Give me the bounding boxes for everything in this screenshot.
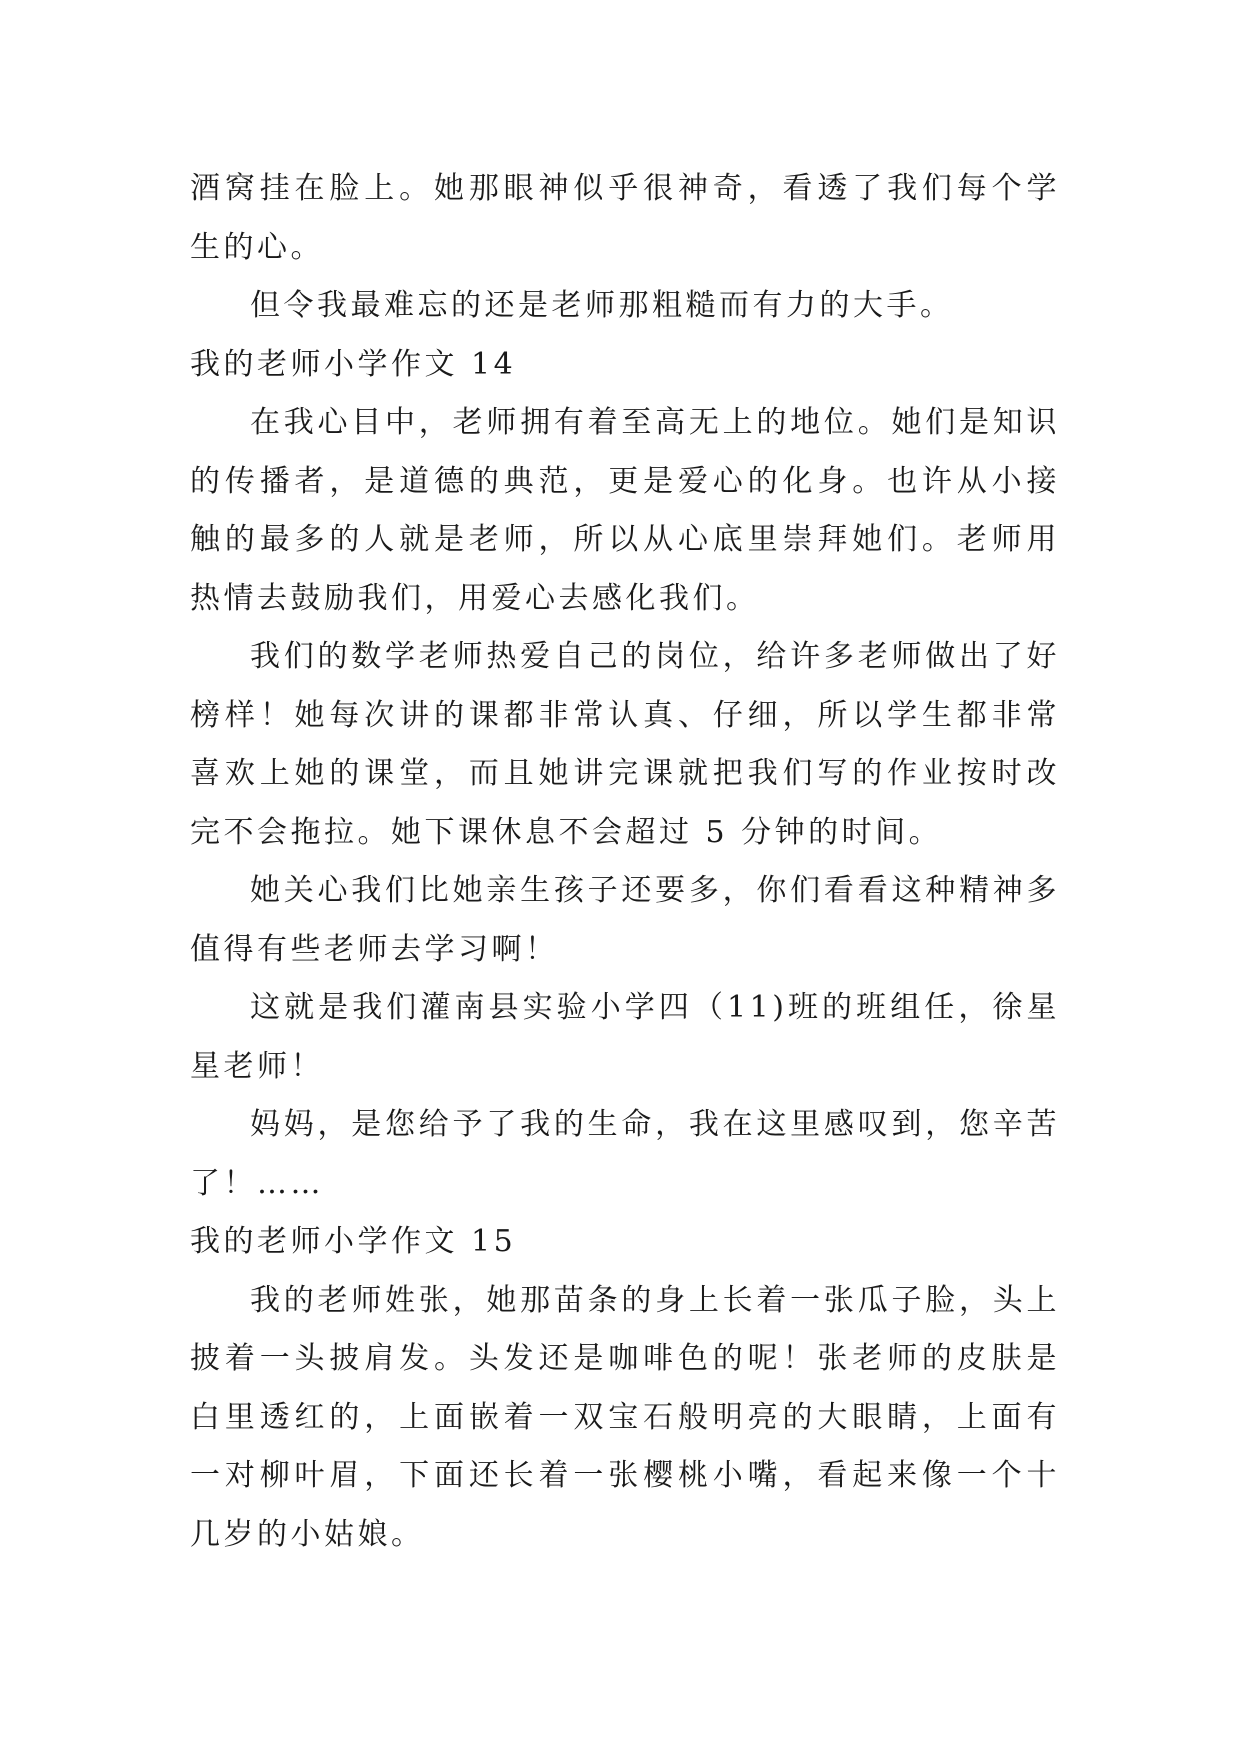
paragraph-hands: 但令我最难忘的还是老师那粗糙而有力的大手。 [250,288,954,323]
paragraph-care: 她关心我们比她亲生孩子还要多，你们看看这种精神多值得有些老师去学习啊！ [190,873,1060,967]
paragraph-math-teacher: 我们的数学老师热爱自己的岗位，给许多老师做出了好榜样！她每次讲的课都非常认真、仔细，所以学生都非常喜欢上她的课堂，而且她讲完课就把我们写的作业按时改完不会拖拉。她下课休息不会超过 5 分钟的时间。 [190,639,1060,850]
essay-heading-15: 我的老师小学作文 15 [190,1224,517,1259]
document-page [190,160,1060,1564]
paragraph-teacher-zhang: 我的老师姓张，她那苗条的身上长着一张瓜子脸，头上披着一头披肩发。头发还是咖啡色的呢！张老师的皮肤是白里透红的，上面嵌着一双宝石般明亮的大眼睛，上面有一对柳叶眉，下面还长着一张樱桃小嘴，看起来像一个十几岁的小姑娘。 [190,1282,1060,1552]
paragraph-teacher-status: 在我心目中，老师拥有着至高无上的地位。她们是知识的传播者，是道德的典范，更是爱心的化身。也许从小接触的最多的人就是老师，所以从心底里崇拜她们。老师用热情去鼓励我们，用爱心去感化我们。 [190,405,1060,616]
paragraph-class-teacher: 这就是我们灌南县实验小学四（11)班的班组任，徐星星老师！ [190,990,1060,1084]
essay-heading-14: 我的老师小学作文 14 [190,346,517,382]
paragraph-mother: 妈妈，是您给予了我的生命，我在这里感叹到，您辛苦了！…… [190,1107,1060,1201]
paragraph-continuation: 酒窝挂在脸上。她那眼神似乎很神奇，看透了我们每个学生的心。 [190,171,1060,265]
